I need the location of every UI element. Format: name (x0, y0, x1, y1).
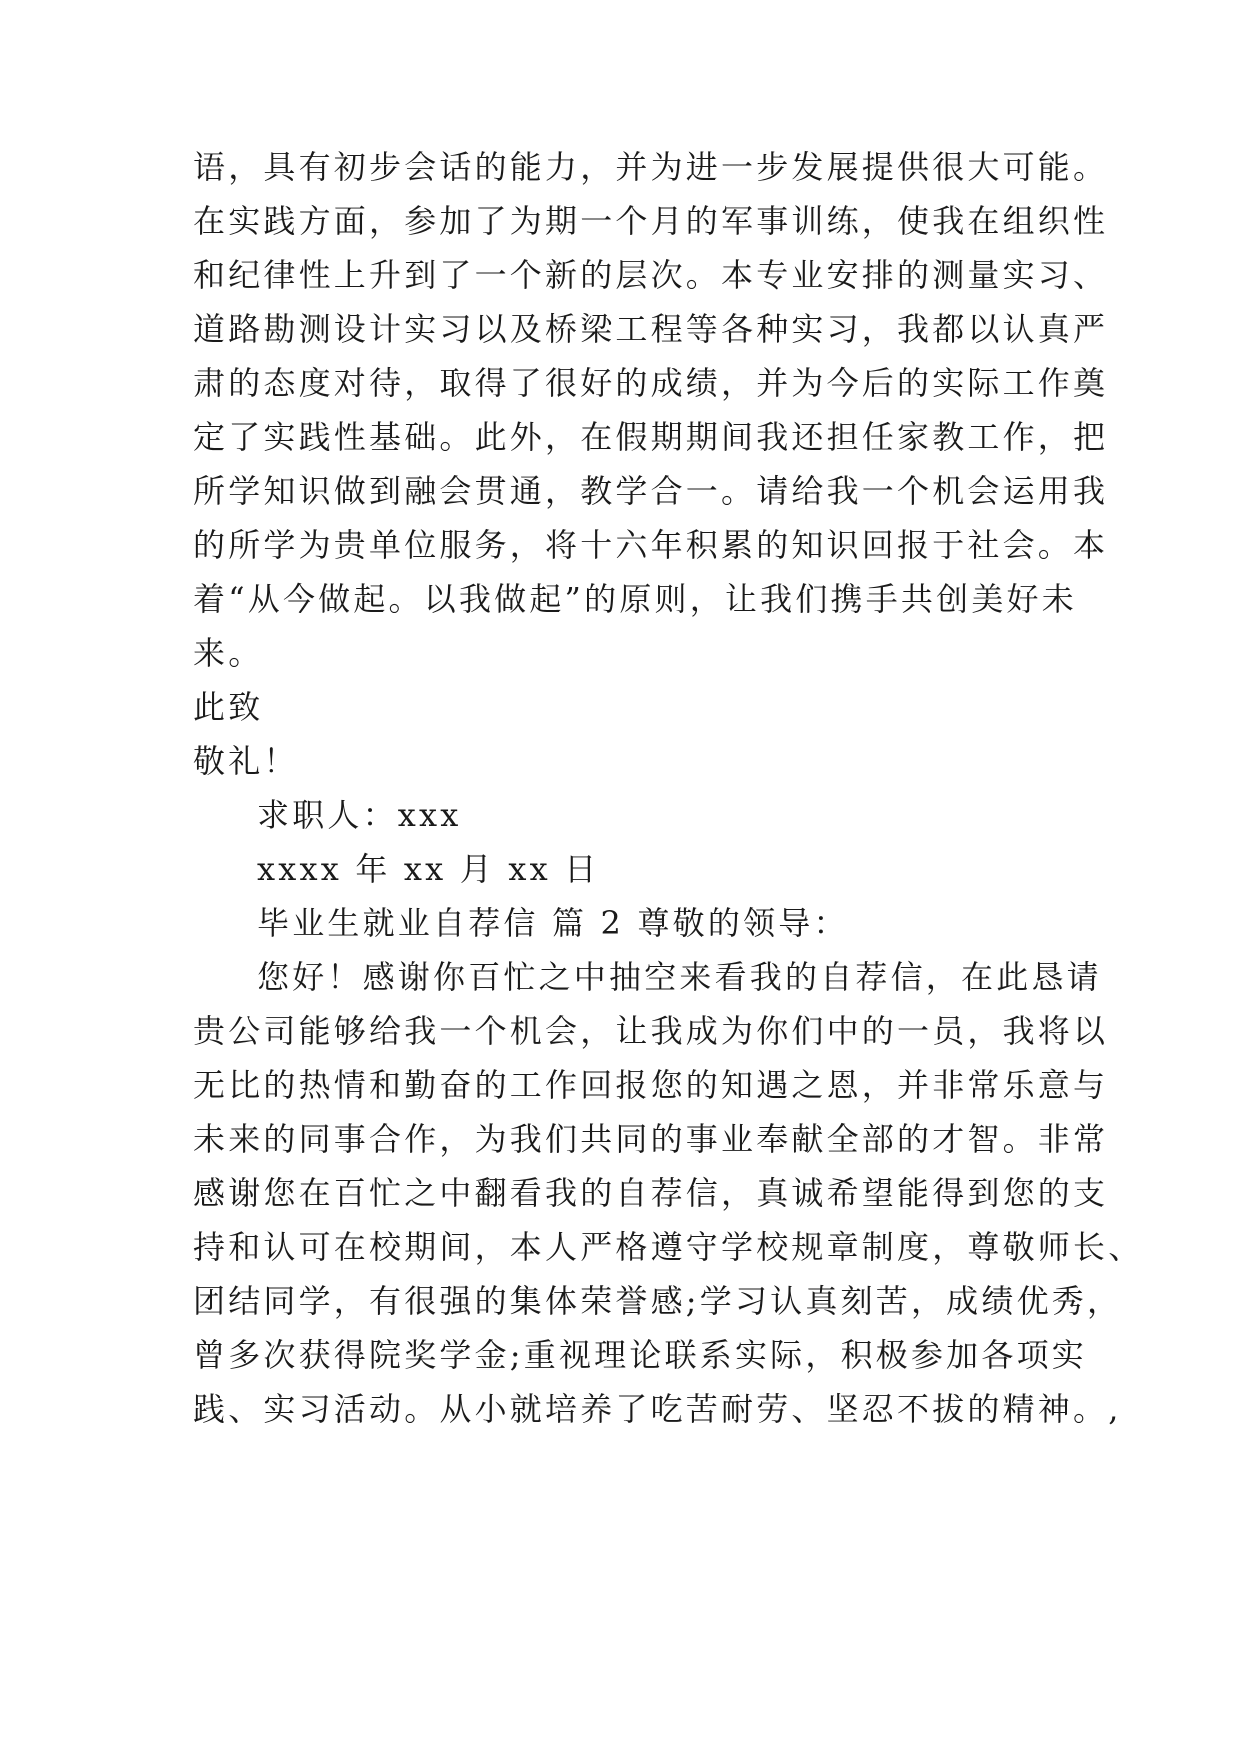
applicant-signature: 求职人：xxx (257, 796, 462, 834)
text-line: 的所学为贵单位服务，将十六年积累的知识回报于社会。本 (193, 526, 1109, 564)
text-line: 持和认可在校期间，本人严格遵守学校规章制度，尊敬师长、 (193, 1228, 1144, 1266)
text-line: 着“从今做起。以我做起”的原则，让我们携手共创美好未 (193, 580, 1077, 618)
text-line: 践、实习活动。从小就培养了吃苦耐劳、坚忍不拔的精神。, (193, 1390, 1122, 1428)
text-line: 肃的态度对待，取得了很好的成绩，并为今后的实际工作奠 (193, 364, 1109, 402)
salutation-regards: 敬礼！ (193, 742, 299, 780)
text-line: 所学知识做到融会贯通，教学合一。请给我一个机会运用我 (193, 472, 1109, 510)
text-line: 语，具有初步会话的能力，并为进一步发展提供很大可能。 (193, 148, 1109, 186)
salutation-closing: 此致 (193, 688, 264, 726)
text-line: 未来的同事合作，为我们共同的事业奉献全部的才智。非常 (193, 1120, 1109, 1158)
text-line: 曾多次获得院奖学金;重视理论联系实际，积极参加各项实 (193, 1336, 1087, 1374)
text-line: 无比的热情和勤奋的工作回报您的知遇之恩，并非常乐意与 (193, 1066, 1109, 1104)
text-line: 在实践方面，参加了为期一个月的军事训练，使我在组织性 (193, 202, 1109, 240)
text-line: 道路勘测设计实习以及桥梁工程等各种实习，我都以认真严 (193, 310, 1109, 348)
text-line: 和纪律性上升到了一个新的层次。本专业安排的测量实习、 (193, 256, 1109, 294)
text-line: 感谢您在百忙之中翻看我的自荐信，真诚希望能得到您的支 (193, 1174, 1109, 1212)
text-line: 您好！感谢你百忙之中抽空来看我的自荐信，在此恳请 (257, 958, 1102, 996)
text-line: 贵公司能够给我一个机会，让我成为你们中的一员，我将以 (193, 1012, 1109, 1050)
section-heading: 毕业生就业自荐信 篇 2 尊敬的领导： (257, 904, 849, 942)
letter-date: xxxx 年 xx 月 xx 日 (257, 850, 600, 888)
text-line: 定了实践性基础。此外，在假期期间我还担任家教工作，把 (193, 418, 1109, 456)
text-line: 团结同学，有很强的集体荣誉感;学习认真刻苦，成绩优秀， (193, 1282, 1123, 1320)
text-line: 来。 (193, 634, 264, 672)
